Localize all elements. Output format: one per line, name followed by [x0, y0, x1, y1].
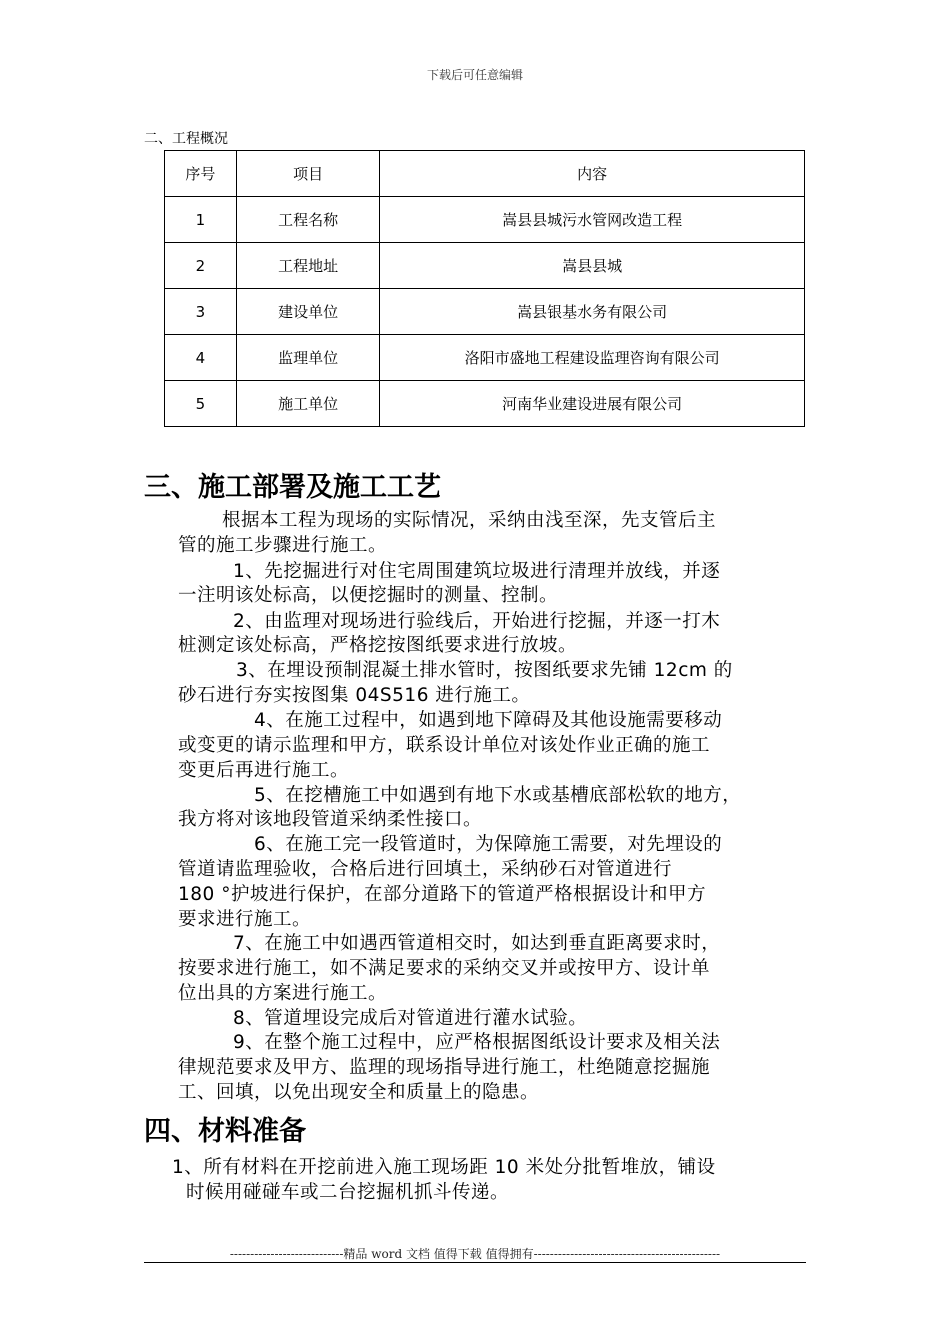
body-line: 2、由监理对现场进行验线后，开始进行挖掘，并逐一打木 [233, 611, 721, 632]
body-line: 位出具的方案进行施工。 [178, 983, 388, 1004]
table-header-row [165, 151, 805, 197]
body-line: 3、在埋设预制混凝土排水管时，按图纸要求先铺 12cm 的 [236, 660, 733, 681]
section4-title: 四、材料准备 [144, 1116, 306, 1147]
table-cell: 嵩县县城污水管网改造工程 [380, 197, 805, 243]
body-line: 或变更的请示监理和甲方，联系设计单位对该处作业正确的施工 [178, 735, 711, 756]
body-line: 1、所有材料在开挖前进入施工现场距 10 米处分批暂堆放，铺设 [172, 1157, 716, 1178]
body-line: 工、回填，以免出现安全和质量上的隐患。 [178, 1082, 540, 1103]
body-line: 6、在施工完一段管道时，为保障施工需要，对先埋设的 [254, 834, 723, 855]
body-line: 管的施工步骤进行施工。 [178, 535, 388, 556]
body-line: 律规范要求及甲方、监理的现场指导进行施工，杜绝随意挖掘施 [178, 1057, 711, 1078]
table-row [165, 381, 805, 427]
table-cell: 嵩县银基水务有限公司 [380, 289, 805, 335]
body-line: 桩测定该处标高，严格挖按图纸要求进行放坡。 [178, 635, 578, 656]
body-line: 一注明该处标高，以便挖掘时的测量、控制。 [178, 585, 559, 606]
body-line: 180 °护坡进行保护，在部分道路下的管道严格根据设计和甲方 [178, 884, 706, 905]
table-header-cell: 内容 [380, 151, 805, 197]
body-line: 砂石进行夯实按图集 04S516 进行施工。 [178, 685, 531, 706]
table-row [165, 335, 805, 381]
table-cell: 工程名称 [236, 197, 380, 243]
page-footer: ----------------------------精品 word 文档 值得下载 值得拥有---------------------------------------------- [229, 1247, 721, 1261]
table-cell: 5 [165, 381, 237, 427]
table-cell: 工程地址 [236, 243, 380, 289]
table-cell: 建设单位 [236, 289, 380, 335]
page-header: 下载后可任意编辑 [426, 68, 523, 82]
body-line: 管道请监理验收，合格后进行回填土，采纳砂石对管道进行 [178, 859, 673, 880]
body-line: 7、在施工中如遇西管道相交时，如达到垂直距离要求时， [233, 933, 721, 954]
project-overview-table [164, 150, 805, 427]
table-cell: 嵩县县城 [380, 243, 805, 289]
table-cell: 监理单位 [236, 335, 380, 381]
body-line: 按要求进行施工，如不满足要求的采纳交叉并或按甲方、设计单 [178, 958, 711, 979]
table-cell: 1 [165, 197, 237, 243]
table-header-cell: 序号 [165, 151, 237, 197]
footer-rule [144, 1262, 806, 1263]
section2-title: 二、工程概况 [144, 131, 228, 147]
body-line: 我方将对该地段管道采纳柔性接口。 [178, 809, 483, 830]
body-line: 根据本工程为现场的实际情况，采纳由浅至深，先支管后主 [222, 510, 717, 531]
body-line: 8、管道埋设完成后对管道进行灌水试验。 [233, 1008, 588, 1029]
table-cell: 洛阳市盛地工程建设监理咨询有限公司 [380, 335, 805, 381]
table-cell: 2 [165, 243, 237, 289]
table-cell: 施工单位 [236, 381, 380, 427]
body-line: 4、在施工过程中，如遇到地下障碍及其他设施需要移动 [254, 710, 723, 731]
table-cell: 3 [165, 289, 237, 335]
body-line: 变更后再进行施工。 [178, 760, 350, 781]
section3-title: 三、施工部署及施工工艺 [144, 472, 441, 503]
table-cell: 4 [165, 335, 237, 381]
body-line: 5、在挖槽施工中如遇到有地下水或基槽底部松软的地方， [254, 785, 742, 806]
body-line: 时候用碰碰车或二台挖掘机抓斗传递。 [186, 1182, 510, 1203]
body-line: 要求进行施工。 [178, 909, 312, 930]
table-cell: 河南华业建设进展有限公司 [380, 381, 805, 427]
body-line: 9、在整个施工过程中，应严格根据图纸设计要求及相关法 [233, 1032, 721, 1053]
table-row [165, 289, 805, 335]
table-row [165, 243, 805, 289]
body-line: 1、先挖掘进行对住宅周围建筑垃圾进行清理并放线，并逐 [233, 561, 721, 582]
table-header-cell: 项目 [236, 151, 380, 197]
table-row [165, 197, 805, 243]
